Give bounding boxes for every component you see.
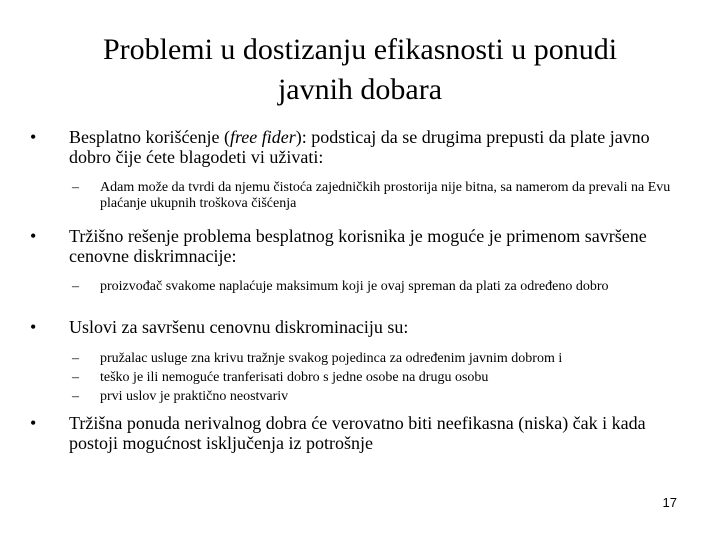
sub-bullet <box>30 370 680 386</box>
bullet-text: Uslovi za savršenu cenovnu diskrominaciju su: <box>69 317 409 337</box>
bullet-conditions <box>30 317 680 337</box>
sub-bullet-text: teško je ili nemoguće tranferisati dobro s jedne osobe na drugu osobu <box>100 370 489 385</box>
bullet-mark: • <box>30 226 37 246</box>
sub-bullet-mark: – <box>72 370 79 385</box>
bullet-text-after: ): podsticaj da se drugima prepusti da plate javno dobro čije ćete blagodeti vi uživati: <box>69 127 650 167</box>
slide-title <box>40 30 680 110</box>
bullet-mark: • <box>30 317 37 337</box>
bullet-market-solution <box>30 226 680 266</box>
sub-bullet <box>30 279 680 295</box>
page-number: 17 <box>662 495 677 510</box>
bullet-mark: • <box>30 413 37 433</box>
bullet-text-italic: free fider <box>229 127 296 147</box>
sub-bullet-text: prvi uslov je praktično neostvariv <box>100 389 289 404</box>
sub-bullet <box>30 180 680 212</box>
bullet-text: Tržišno rešenje problema besplatnog korisnika je moguće je primenom savršene cenovne diskrimnacije: <box>69 226 647 266</box>
slide-content <box>30 127 680 453</box>
title-line-2: javnih dobara <box>277 73 443 106</box>
sub-bullet-text: Adam može da tvrdi da njemu čistoća zajedničkih prostorija nije bitna, sa namerom da prevali na Evu plaćanje ukupnih troškova čišćenja <box>100 180 671 211</box>
bullet-text: Tržišna ponuda nerivalnog dobra će verovatno biti neefikasna (niska) čak i kada postoji mogućnost isključenja iz potrošnje <box>69 413 646 453</box>
sub-bullet-text: pružalac usluge zna krivu tražnje svakog pojedinca za određenim javnim dobrom i <box>100 351 563 366</box>
bullet-free-rider <box>30 127 680 167</box>
sub-bullet <box>30 351 680 367</box>
bullet-mark: • <box>30 127 37 147</box>
sub-bullet-mark: – <box>72 389 79 404</box>
sub-bullet-mark: – <box>72 180 79 195</box>
sub-bullet <box>30 389 680 405</box>
bullet-nonrival-supply <box>30 413 680 453</box>
title-line-1: Problemi u dostizanju efikasnosti u ponudi <box>102 33 618 66</box>
sub-bullet-mark: – <box>72 351 79 366</box>
sub-bullet-mark: – <box>72 279 79 294</box>
bullet-text-before: Besplatno korišćenje ( <box>69 127 230 147</box>
sub-bullet-text: proizvođač svakome naplaćuje maksimum koji je ovaj spreman da plati za određeno dobro <box>100 279 609 294</box>
